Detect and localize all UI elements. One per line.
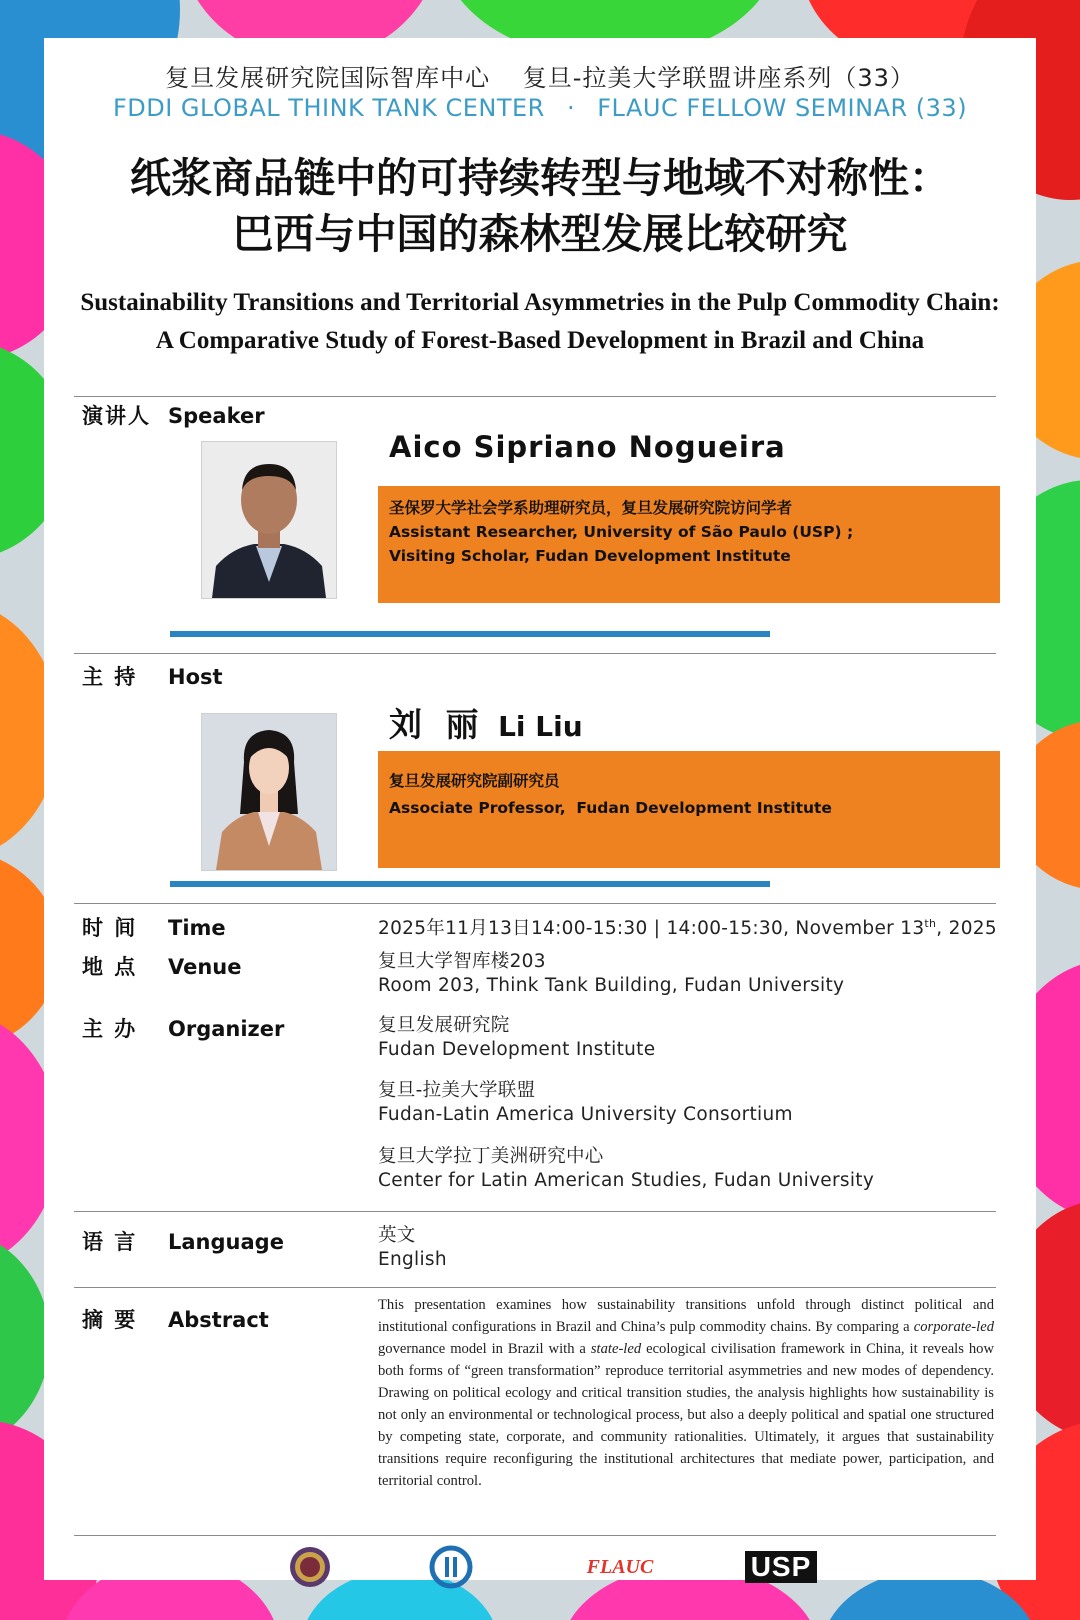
divider	[74, 396, 996, 397]
organizer-label-en: Organizer	[168, 1017, 285, 1041]
abstract-text-part: governance model in Brazil with a	[378, 1341, 591, 1357]
language-label-cn: 语 言	[82, 1230, 138, 1254]
header-cn-right: 复旦-拉美大学联盟讲座系列（33）	[522, 64, 915, 92]
venue-label-en: Venue	[168, 955, 242, 979]
organizer-item	[378, 1014, 655, 1062]
organizer-item-en: Center for Latin American Studies, Fudan University	[378, 1170, 875, 1191]
venue-value-cn: 复旦大学智库楼203	[378, 951, 546, 972]
speaker-label-en: Speaker	[168, 404, 265, 428]
speaker-affiliation-en1: Assistant Researcher, University of São Paulo (USP) ;	[389, 523, 854, 541]
abstract-label	[82, 1304, 269, 1334]
time-value-tail: , 2025	[936, 918, 997, 940]
organizer-label-cn: 主 办	[82, 1017, 138, 1041]
header-en-right: FLAUC FELLOW SEMINAR (33)	[597, 94, 968, 122]
host-label	[82, 661, 223, 691]
host-affiliation-cn: 复旦发展研究院副研究员	[389, 772, 560, 790]
time-label	[82, 912, 226, 942]
organizer-item-cn: 复旦发展研究院	[378, 1015, 510, 1036]
organizer-item-cn: 复旦-拉美大学联盟	[378, 1080, 536, 1101]
speaker-affiliation-cn: 圣保罗大学社会学系助理研究员，复旦发展研究院访问学者	[389, 499, 793, 517]
title-en-line1: Sustainability Transitions and Territorial Asymmetries in the Pulp Commodity Chain:	[80, 289, 1000, 316]
divider	[74, 1535, 996, 1536]
language-value	[378, 1224, 447, 1272]
speaker-photo	[201, 441, 337, 599]
fddi-logo	[428, 1545, 474, 1589]
header-cn-left: 复旦发展研究院国际智库中心	[165, 64, 491, 92]
organizer-item-cn: 复旦大学拉丁美洲研究中心	[378, 1146, 604, 1167]
organizer-item	[378, 1079, 793, 1127]
usp-logo	[744, 1545, 818, 1589]
header-en	[44, 94, 1036, 122]
abstract-emphasis: corporate-led	[913, 1319, 994, 1335]
venue-label-cn: 地 点	[82, 955, 138, 979]
host-affiliation	[389, 768, 832, 822]
time-value-main: 2025年11月13日14:00-15:30 | 14:00-15:30, November 13	[378, 918, 925, 940]
organizer-label	[82, 1013, 284, 1043]
time-value-sup: th	[924, 917, 937, 930]
host-name-cn: 刘 丽	[389, 705, 485, 744]
host-accent-bar	[170, 881, 770, 887]
title-cn-line2: 巴西与中国的森林型发展比较研究	[232, 210, 848, 258]
host-name	[389, 699, 583, 746]
speaker-label-cn: 演讲人	[82, 404, 151, 428]
speaker-label	[82, 400, 265, 430]
venue-label	[82, 951, 242, 981]
time-label-cn: 时 间	[82, 916, 138, 940]
title-en	[44, 284, 1036, 360]
speaker-accent-bar	[170, 631, 770, 637]
host-affiliation-en: Associate Professor, Fudan Development Institute	[389, 799, 832, 817]
poster-card	[44, 38, 1036, 1580]
divider	[74, 1211, 996, 1212]
time-value	[378, 912, 997, 941]
speaker-affiliation-en2: Visiting Scholar, Fudan Development Institute	[389, 547, 791, 565]
host-label-en: Host	[168, 665, 223, 689]
host-photo	[201, 713, 337, 871]
title-cn	[44, 150, 1036, 262]
language-label	[82, 1226, 284, 1256]
usp-logo-text: USP	[745, 1551, 818, 1583]
abstract-text	[378, 1294, 994, 1492]
abstract-emphasis: state-led	[590, 1341, 642, 1357]
organizer-item-en: Fudan Development Institute	[378, 1039, 656, 1060]
flauc-logo	[572, 1545, 668, 1589]
flauc-logo-text: FLAUC	[586, 1555, 654, 1578]
header-en-left: FDDI GLOBAL THINK TANK CENTER	[112, 94, 545, 122]
speaker-name: Aico Sipriano Nogueira	[389, 430, 786, 464]
abstract-label-en: Abstract	[168, 1308, 269, 1332]
language-value-cn: 英文	[378, 1225, 416, 1246]
header-cn	[44, 58, 1036, 93]
host-name-en: Li Liu	[498, 710, 583, 743]
abstract-text-part: This presentation examines how sustainability transitions unfold through distinct political and institutional configurations in Brazil and China’s pulp commodity chains. By comparing a	[378, 1297, 994, 1335]
organizer-item	[378, 1145, 874, 1193]
abstract-text-part: ecological civilisation framework in China, it reveals how both forms of “green transformation” reproduce territorial asymmetries and new modes of dependency. Drawing on political ecology and critical transition studies, the analysis highlights how sustainability is not only an environmental or technological process, but also a deeply political and spatial one structured by competing state, corporate, and community rationalities. Ultimately, it argues that sustainability transitions require reconfiguring the institutional architectures that mediate power, participation, and territorial control.	[378, 1341, 994, 1489]
speaker-affiliation	[389, 496, 853, 568]
header-en-separator: ·	[566, 94, 576, 122]
host-label-cn: 主 持	[82, 665, 138, 689]
title-cn-line1: 纸浆商品链中的可持续转型与地域不对称性：	[130, 154, 950, 202]
fudan-seal-logo	[288, 1545, 332, 1589]
abstract-label-cn: 摘 要	[82, 1308, 138, 1332]
venue-value-en: Room 203, Think Tank Building, Fudan University	[378, 975, 845, 996]
language-label-en: Language	[168, 1230, 284, 1254]
organizer-item-en: Fudan-Latin America University Consortium	[378, 1104, 793, 1125]
language-value-en: English	[378, 1249, 447, 1270]
divider	[74, 1287, 996, 1288]
divider	[74, 653, 996, 654]
time-label-en: Time	[168, 916, 226, 940]
title-en-line2: A Comparative Study of Forest-Based Development in Brazil and China	[155, 327, 925, 354]
divider	[74, 903, 996, 904]
venue-value	[378, 950, 844, 998]
